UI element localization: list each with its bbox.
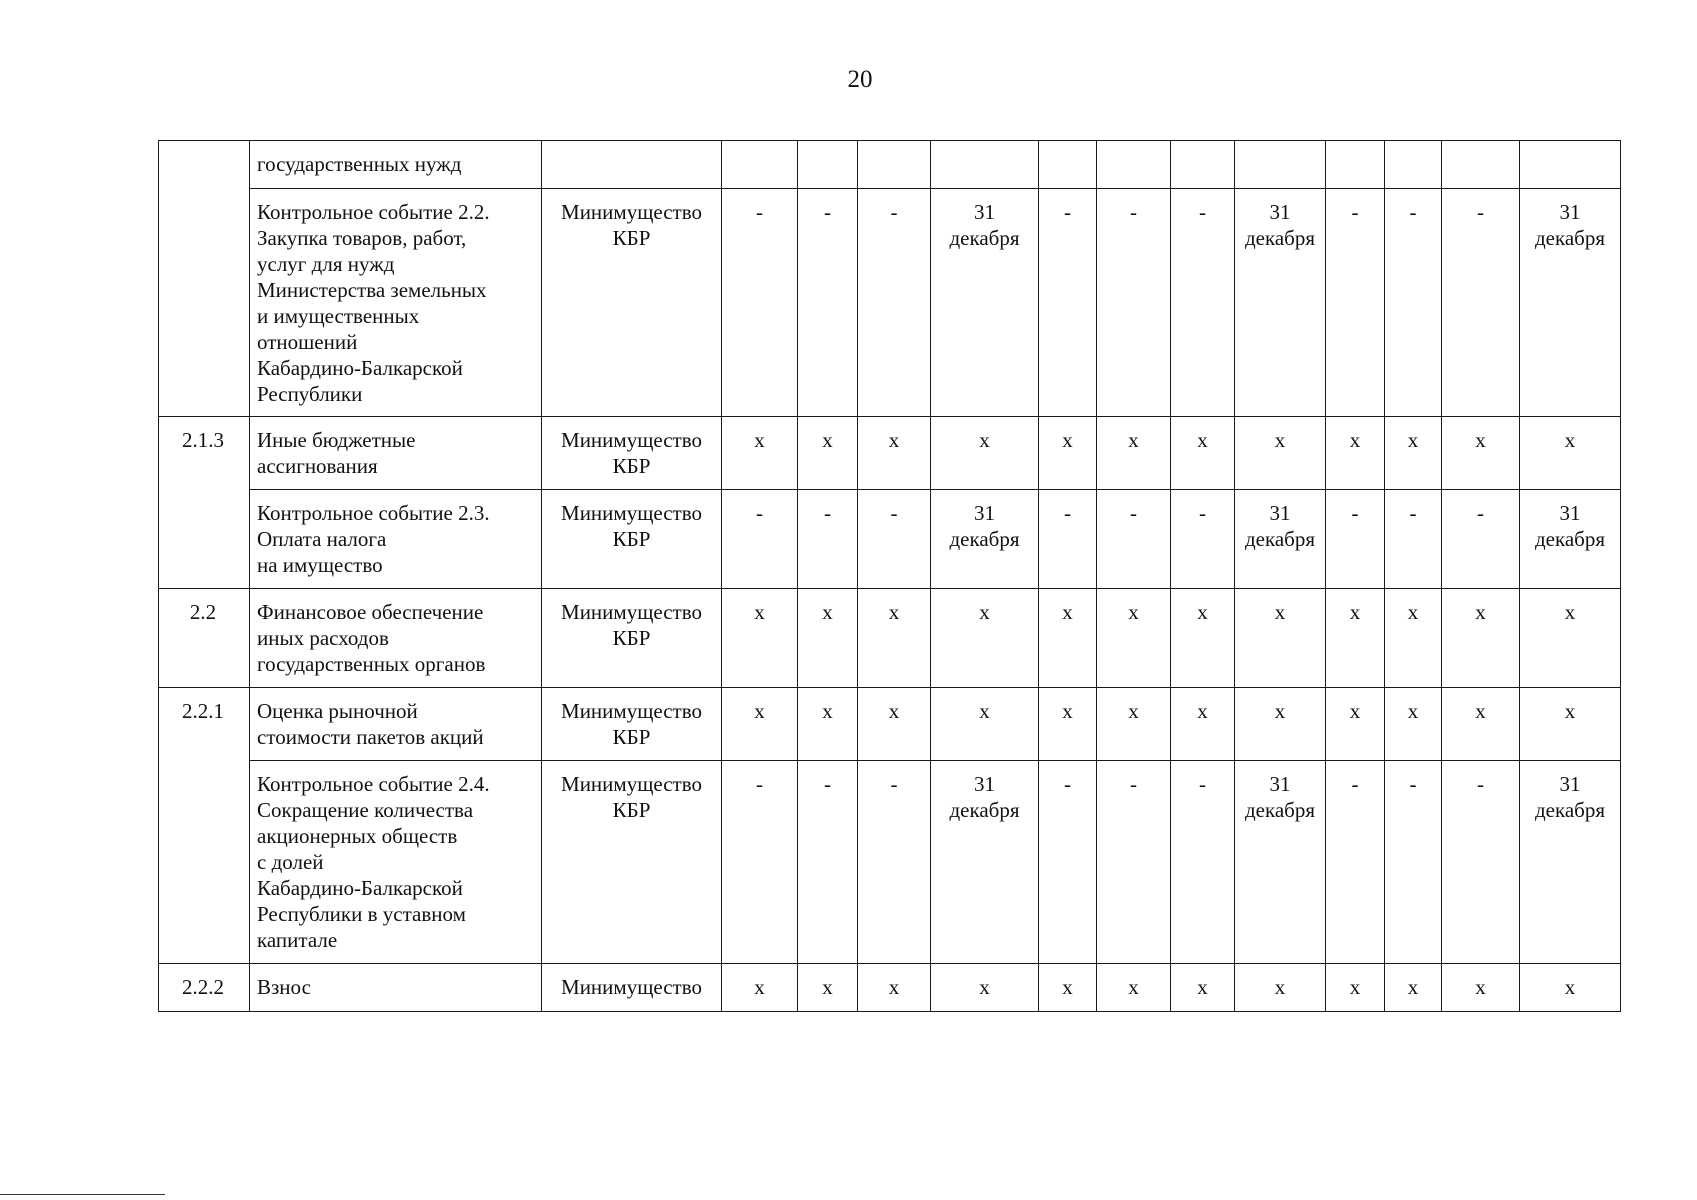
- period-cell: [1235, 964, 1326, 1012]
- period-value: х: [1274, 428, 1286, 452]
- period-cell: [1442, 761, 1520, 964]
- row-number-cell: 2.1.3: [159, 417, 250, 589]
- responsible-line: Минимущество: [561, 975, 702, 999]
- period-cell: [1442, 964, 1520, 1012]
- period-cell: [1171, 417, 1235, 490]
- period-value: -: [1199, 772, 1206, 796]
- scan-artifact-line: [0, 1194, 165, 1195]
- period-cell: [798, 490, 858, 589]
- period-value: х: [754, 699, 765, 723]
- period-cell: [1039, 417, 1097, 490]
- description-line: Финансовое обеспечение: [257, 600, 484, 624]
- period-cell: [1385, 490, 1442, 589]
- period-cell: [1097, 589, 1171, 688]
- period-value: х: [1407, 699, 1419, 723]
- period-value: -: [756, 501, 763, 525]
- period-value: -: [1477, 772, 1484, 796]
- period-cell: [1171, 688, 1235, 761]
- period-cell: [722, 490, 798, 589]
- period-value: х: [1564, 699, 1576, 723]
- period-value: 31: [1269, 501, 1291, 525]
- table-row: [159, 417, 1621, 490]
- period-value: х: [1197, 428, 1208, 452]
- period-value: -: [1064, 200, 1071, 224]
- period-value: х: [888, 428, 900, 452]
- description-line: Кабардино-Балкарской: [257, 356, 463, 380]
- description-line: стоимости пакетов акций: [257, 725, 484, 749]
- period-cell: [858, 141, 931, 189]
- period-value: х: [1128, 699, 1139, 723]
- period-cell: [858, 964, 931, 1012]
- period-value: х: [1274, 975, 1286, 999]
- period-cell: [1097, 141, 1171, 189]
- description-line: Министерства земельных: [257, 278, 487, 302]
- period-cell: [1520, 189, 1621, 417]
- period-value: х: [1062, 975, 1073, 999]
- description-line: Сокращение количества: [257, 798, 474, 822]
- table-row: [159, 490, 1621, 589]
- period-value: х: [979, 975, 990, 999]
- period-cell: [1097, 417, 1171, 490]
- period-cell: [1442, 141, 1520, 189]
- period-value: х: [1062, 428, 1073, 452]
- description-cell: [250, 964, 542, 1012]
- period-value: х: [822, 699, 833, 723]
- period-value: 31: [1559, 200, 1581, 224]
- period-cell: [1442, 417, 1520, 490]
- period-cell: [931, 490, 1039, 589]
- description-line: ассигнования: [257, 454, 378, 478]
- period-value: декабря: [1244, 226, 1316, 250]
- period-value: х: [1407, 428, 1419, 452]
- period-cell: [1442, 490, 1520, 589]
- responsible-line: Минимущество: [561, 501, 702, 525]
- period-cell: [1171, 589, 1235, 688]
- period-cell: [1385, 589, 1442, 688]
- row-number-cell: 2.2: [159, 589, 250, 688]
- responsible-cell: [542, 417, 722, 490]
- period-value: декабря: [1534, 226, 1606, 250]
- period-value: -: [1477, 200, 1484, 224]
- period-value: -: [1130, 501, 1137, 525]
- period-cell: [798, 761, 858, 964]
- period-value: -: [890, 200, 898, 224]
- period-cell: [1442, 688, 1520, 761]
- period-value: -: [1199, 200, 1206, 224]
- period-cell: [1385, 141, 1442, 189]
- period-value: -: [824, 200, 831, 224]
- responsible-line: Минимущество: [561, 428, 702, 452]
- period-value: х: [1349, 699, 1361, 723]
- period-cell: [1385, 688, 1442, 761]
- table-row: [159, 589, 1621, 688]
- period-cell: [931, 688, 1039, 761]
- period-value: х: [754, 600, 765, 624]
- period-value: х: [1349, 975, 1361, 999]
- period-value: х: [888, 600, 900, 624]
- period-value: х: [1475, 975, 1486, 999]
- period-cell: [1385, 964, 1442, 1012]
- period-value: х: [822, 600, 833, 624]
- period-value: х: [888, 975, 900, 999]
- period-value: -: [1409, 200, 1417, 224]
- period-value: х: [822, 975, 833, 999]
- period-value: х: [1475, 699, 1486, 723]
- description-line: Республики в уставном: [257, 902, 466, 926]
- period-cell: [1097, 189, 1171, 417]
- period-cell: [1520, 589, 1621, 688]
- responsible-line: КБР: [612, 527, 651, 551]
- period-value: -: [890, 501, 898, 525]
- period-value: -: [1130, 200, 1137, 224]
- period-value: 31: [1559, 772, 1581, 796]
- description-line: и имущественных: [257, 304, 420, 328]
- description-cell: [250, 490, 542, 589]
- period-cell: [798, 417, 858, 490]
- period-cell: [1171, 141, 1235, 189]
- period-cell: [858, 189, 931, 417]
- period-cell: [1171, 761, 1235, 964]
- description-line: Контрольное событие 2.3.: [257, 501, 490, 525]
- period-value: х: [1349, 428, 1361, 452]
- period-value: 31: [1269, 772, 1291, 796]
- period-cell: [722, 589, 798, 688]
- period-cell: [798, 688, 858, 761]
- table-row: [159, 964, 1621, 1012]
- period-value: -: [1064, 501, 1071, 525]
- period-cell: [931, 417, 1039, 490]
- period-cell: [1326, 189, 1385, 417]
- period-cell: [931, 189, 1039, 417]
- period-cell: [1326, 761, 1385, 964]
- period-cell: [1235, 589, 1326, 688]
- period-value: -: [1409, 501, 1417, 525]
- period-cell: [1097, 688, 1171, 761]
- responsible-line: Минимущество: [561, 600, 702, 624]
- period-cell: [1235, 761, 1326, 964]
- period-cell: [722, 964, 798, 1012]
- period-cell: [1442, 589, 1520, 688]
- period-value: х: [1475, 428, 1486, 452]
- period-cell: [722, 688, 798, 761]
- description-cell: [250, 688, 542, 761]
- period-value: х: [1407, 975, 1419, 999]
- period-cell: [1097, 761, 1171, 964]
- period-cell: [858, 490, 931, 589]
- table-row: [159, 688, 1621, 761]
- responsible-cell: [542, 589, 722, 688]
- description-line: Республики: [257, 382, 363, 406]
- period-value: х: [1475, 600, 1486, 624]
- period-cell: [722, 417, 798, 490]
- row-number-cell: 2.2.1: [159, 688, 250, 964]
- period-value: декабря: [1534, 798, 1606, 822]
- period-cell: [931, 589, 1039, 688]
- responsible-cell: [542, 189, 722, 417]
- period-cell: [1039, 141, 1097, 189]
- period-value: х: [1274, 699, 1286, 723]
- period-value: -: [756, 772, 763, 796]
- table-row: [159, 141, 1621, 189]
- period-cell: [1171, 964, 1235, 1012]
- period-value: х: [1349, 600, 1361, 624]
- period-value: 31: [974, 200, 995, 224]
- period-value: 31: [1559, 501, 1581, 525]
- period-value: х: [1062, 699, 1073, 723]
- period-cell: [1520, 141, 1621, 189]
- description-cell: [250, 417, 542, 490]
- period-cell: [1039, 688, 1097, 761]
- responsible-cell: [542, 688, 722, 761]
- period-cell: [1326, 141, 1385, 189]
- description-line: на имущество: [257, 553, 383, 577]
- period-value: -: [1064, 772, 1071, 796]
- description-line: Закупка товаров, работ,: [257, 226, 467, 250]
- period-cell: [1326, 417, 1385, 490]
- period-value: х: [1128, 428, 1139, 452]
- period-cell: [1385, 761, 1442, 964]
- description-cell: [250, 141, 542, 189]
- period-value: -: [824, 772, 831, 796]
- period-value: -: [824, 501, 831, 525]
- page-number: 20: [847, 66, 873, 93]
- responsible-line: КБР: [612, 725, 651, 749]
- period-cell: [1326, 688, 1385, 761]
- period-value: -: [1199, 501, 1206, 525]
- period-cell: [798, 964, 858, 1012]
- period-cell: [1385, 417, 1442, 490]
- description-line: Оценка рыночной: [257, 699, 418, 723]
- description-line: Кабардино-Балкарской: [257, 876, 463, 900]
- period-value: х: [1062, 600, 1073, 624]
- period-value: х: [1564, 428, 1576, 452]
- period-cell: [1171, 490, 1235, 589]
- period-cell: [1039, 964, 1097, 1012]
- description-line: капитале: [257, 928, 338, 952]
- period-value: декабря: [949, 226, 1020, 250]
- period-cell: [1520, 964, 1621, 1012]
- period-value: х: [979, 600, 990, 624]
- period-cell: [1039, 490, 1097, 589]
- period-cell: [858, 688, 931, 761]
- schedule-table: [158, 140, 1621, 1012]
- period-cell: [1520, 761, 1621, 964]
- description-line: Контрольное событие 2.4.: [257, 772, 490, 796]
- period-cell: [1235, 688, 1326, 761]
- description-cell: [250, 189, 542, 417]
- responsible-cell: [542, 490, 722, 589]
- period-cell: [858, 589, 931, 688]
- responsible-cell: [542, 141, 722, 189]
- period-cell: [1326, 964, 1385, 1012]
- period-cell: [1039, 189, 1097, 417]
- period-cell: [1235, 490, 1326, 589]
- period-value: -: [1130, 772, 1137, 796]
- period-cell: [858, 417, 931, 490]
- period-value: х: [1197, 600, 1208, 624]
- period-value: 31: [974, 772, 995, 796]
- description-line: государственных нужд: [257, 152, 462, 176]
- period-value: декабря: [1244, 798, 1316, 822]
- row-number-cell: [159, 141, 250, 417]
- period-cell: [1097, 964, 1171, 1012]
- period-value: -: [1351, 501, 1359, 525]
- period-cell: [722, 189, 798, 417]
- description-line: отношений: [257, 330, 358, 354]
- description-line: услуг для нужд: [257, 252, 395, 276]
- period-value: х: [754, 428, 765, 452]
- responsible-cell: [542, 761, 722, 964]
- period-value: -: [890, 772, 898, 796]
- period-value: -: [1351, 200, 1359, 224]
- period-cell: [1039, 589, 1097, 688]
- period-cell: [722, 141, 798, 189]
- period-cell: [722, 761, 798, 964]
- description-line: Иные бюджетные: [257, 428, 416, 452]
- period-value: х: [1128, 600, 1139, 624]
- period-cell: [1235, 189, 1326, 417]
- period-value: 31: [974, 501, 995, 525]
- table-row: [159, 761, 1621, 964]
- period-value: декабря: [1534, 527, 1606, 551]
- description-line: Контрольное событие 2.2.: [257, 200, 490, 224]
- period-cell: [1520, 417, 1621, 490]
- period-value: х: [888, 699, 900, 723]
- description-line: акционерных обществ: [257, 824, 458, 848]
- responsible-line: Минимущество: [561, 200, 702, 224]
- responsible-line: Минимущество: [561, 772, 702, 796]
- period-cell: [798, 141, 858, 189]
- description-line: государственных органов: [257, 652, 486, 676]
- responsible-line: КБР: [612, 454, 651, 478]
- period-value: х: [1197, 975, 1208, 999]
- period-cell: [1520, 688, 1621, 761]
- period-value: -: [756, 200, 763, 224]
- description-cell: [250, 761, 542, 964]
- description-line: Оплата налога: [257, 527, 387, 551]
- responsible-line: Минимущество: [561, 699, 702, 723]
- period-value: -: [1351, 772, 1359, 796]
- period-value: х: [822, 428, 833, 452]
- responsible-line: КБР: [612, 226, 651, 250]
- period-value: х: [1197, 699, 1208, 723]
- period-cell: [1235, 417, 1326, 490]
- period-cell: [1326, 589, 1385, 688]
- table-row: [159, 189, 1621, 417]
- period-cell: [858, 761, 931, 964]
- period-value: х: [1128, 975, 1139, 999]
- period-value: декабря: [1244, 527, 1316, 551]
- period-value: 31: [1269, 200, 1291, 224]
- period-value: х: [754, 975, 765, 999]
- period-value: х: [1564, 600, 1576, 624]
- period-value: х: [1564, 975, 1576, 999]
- responsible-cell: [542, 964, 722, 1012]
- description-line: Взнос: [257, 975, 311, 999]
- period-cell: [931, 964, 1039, 1012]
- period-cell: [1097, 490, 1171, 589]
- period-value: х: [1274, 600, 1286, 624]
- description-cell: [250, 589, 542, 688]
- description-line: иных расходов: [257, 626, 389, 650]
- period-value: х: [1407, 600, 1419, 624]
- period-cell: [1171, 189, 1235, 417]
- responsible-line: КБР: [612, 626, 651, 650]
- description-line: с долей: [257, 850, 324, 874]
- row-number-cell: 2.2.2: [159, 964, 250, 1012]
- table-body: [159, 141, 1621, 1012]
- period-cell: [1442, 189, 1520, 417]
- period-cell: [798, 189, 858, 417]
- period-cell: [1235, 141, 1326, 189]
- period-cell: [798, 589, 858, 688]
- period-cell: [1326, 490, 1385, 589]
- period-cell: [1520, 490, 1621, 589]
- period-value: -: [1409, 772, 1417, 796]
- period-value: х: [979, 428, 990, 452]
- period-value: -: [1477, 501, 1484, 525]
- period-value: декабря: [949, 527, 1020, 551]
- period-cell: [1385, 189, 1442, 417]
- period-cell: [1039, 761, 1097, 964]
- period-value: х: [979, 699, 990, 723]
- period-value: декабря: [949, 798, 1020, 822]
- period-cell: [931, 141, 1039, 189]
- responsible-line: КБР: [612, 798, 651, 822]
- period-cell: [931, 761, 1039, 964]
